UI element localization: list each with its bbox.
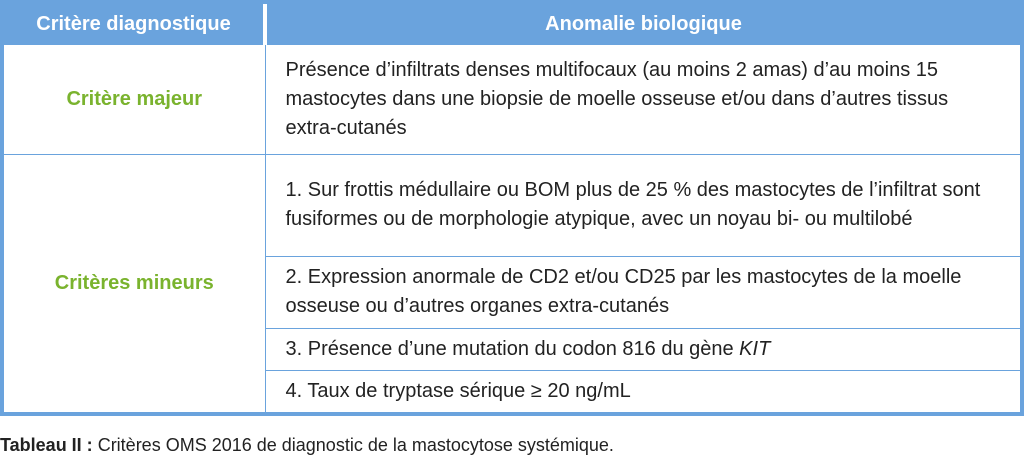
caption-text: Critères OMS 2016 de diagnostic de la mastocytose systémique.: [92, 435, 614, 455]
major-criterion-text: Présence d’infiltrats denses multifocaux (au moins 2 amas) d’au moins 15 mastocytes dans une biopsie de moelle osseuse et/ou dans d’autres tissus extra-cutanés: [265, 45, 1020, 154]
minor-criterion-item-1: 1. Sur frottis médullaire ou BOM plus de 25 % des mastocytes de l’infiltrat sont fusiformes ou de morphologie atypique, avec un noyau bi- ou multilobé: [265, 154, 1020, 256]
table-caption: [0, 433, 614, 457]
minor-criterion-item-3: [265, 328, 1020, 370]
minor-criteria-label: Critères mineurs: [4, 154, 265, 412]
header-criterion: Critère diagnostique: [4, 4, 265, 45]
header-anomaly: Anomalie biologique: [265, 4, 1020, 45]
table-header-row: [4, 4, 1020, 45]
table-row-minor-1: [4, 154, 1020, 256]
caption-label: Tableau II :: [0, 435, 93, 455]
minor-criterion-item-2: 2. Expression anormale de CD2 et/ou CD25 par les mastocytes de la moelle osseuse ou d’autres organes extra-cutanés: [265, 256, 1020, 328]
gene-name-kit: KIT: [739, 337, 771, 360]
minor-criterion-item-3-text: 3. Présence d’une mutation du codon 816 du gène: [285, 337, 740, 360]
major-criterion-label: Critère majeur: [4, 45, 265, 154]
criteria-table: [4, 4, 1020, 412]
minor-criterion-item-4: 4. Taux de tryptase sérique ≥ 20 ng/mL: [285, 379, 631, 402]
table-row-major: [4, 45, 1020, 154]
